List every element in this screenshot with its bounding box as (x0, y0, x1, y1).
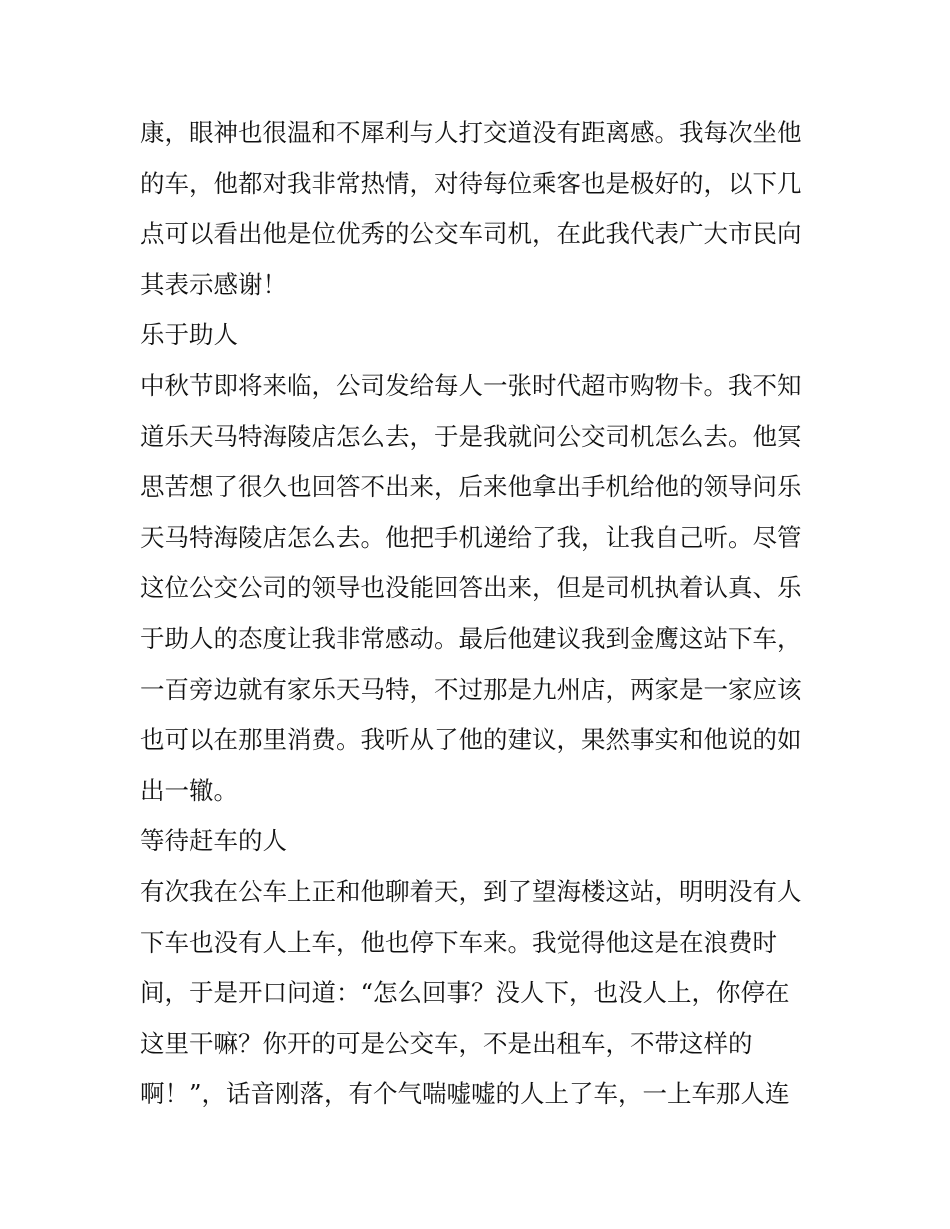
text-line: 的车，他都对我非常热情，对待每位乘客也是极好的，以下几 (140, 168, 802, 198)
text-line: 康，眼神也很温和不犀利与人打交道没有距离感。我每次坐他 (140, 118, 802, 147)
section-heading: 乐于助人 (140, 320, 238, 350)
text-line: 道乐天马特海陵店怎么去，于是我就问公交司机怎么去。他冥 (140, 421, 802, 451)
text-line: 中秋节即将来临，公司发给每人一张时代超市购物卡。我不知 (140, 370, 802, 400)
text-line: 于助人的态度让我非常感动。最后他建议我到金鹰这站下车， (140, 623, 802, 653)
section-heading: 等待赶车的人 (140, 826, 287, 856)
text-line: 啊！”，话音刚落，有个气喘嘘嘘的人上了车，一上车那人连 (140, 1079, 790, 1109)
text-line: 间，于是开口问道：“怎么回事？没人下，也没人上，你停在 (140, 978, 790, 1008)
text-line: 也可以在那里消费。我听从了他的建议，果然事实和他说的如 (140, 725, 802, 755)
text-line: 其表示感谢！ (140, 269, 287, 299)
text-line: 点可以看出他是位优秀的公交车司机，在此我代表广大市民向 (140, 219, 802, 249)
text-line: 思苦想了很久也回答不出来，后来他拿出手机给他的领导问乐 (140, 472, 802, 502)
text-line: 天马特海陵店怎么去。他把手机递给了我，让我自己听。尽管 (140, 522, 802, 552)
document-body (140, 108, 812, 1120)
text-line: 一百旁边就有家乐天马特，不过那是九州店，两家是一家应该 (140, 674, 802, 704)
text-line: 下车也没有人上车，他也停下车来。我觉得他这是在浪费时 (140, 927, 777, 957)
text-line: 有次我在公车上正和他聊着天，到了望海楼这站，明明没有人 (140, 876, 802, 906)
text-line: 这位公交公司的领导也没能回答出来，但是司机执着认真、乐 (140, 573, 802, 603)
text-line: 出一辙。 (140, 775, 238, 805)
text-line: 这里干嘛？你开的可是公交车，不是出租车，不带这样的 (140, 1028, 753, 1058)
